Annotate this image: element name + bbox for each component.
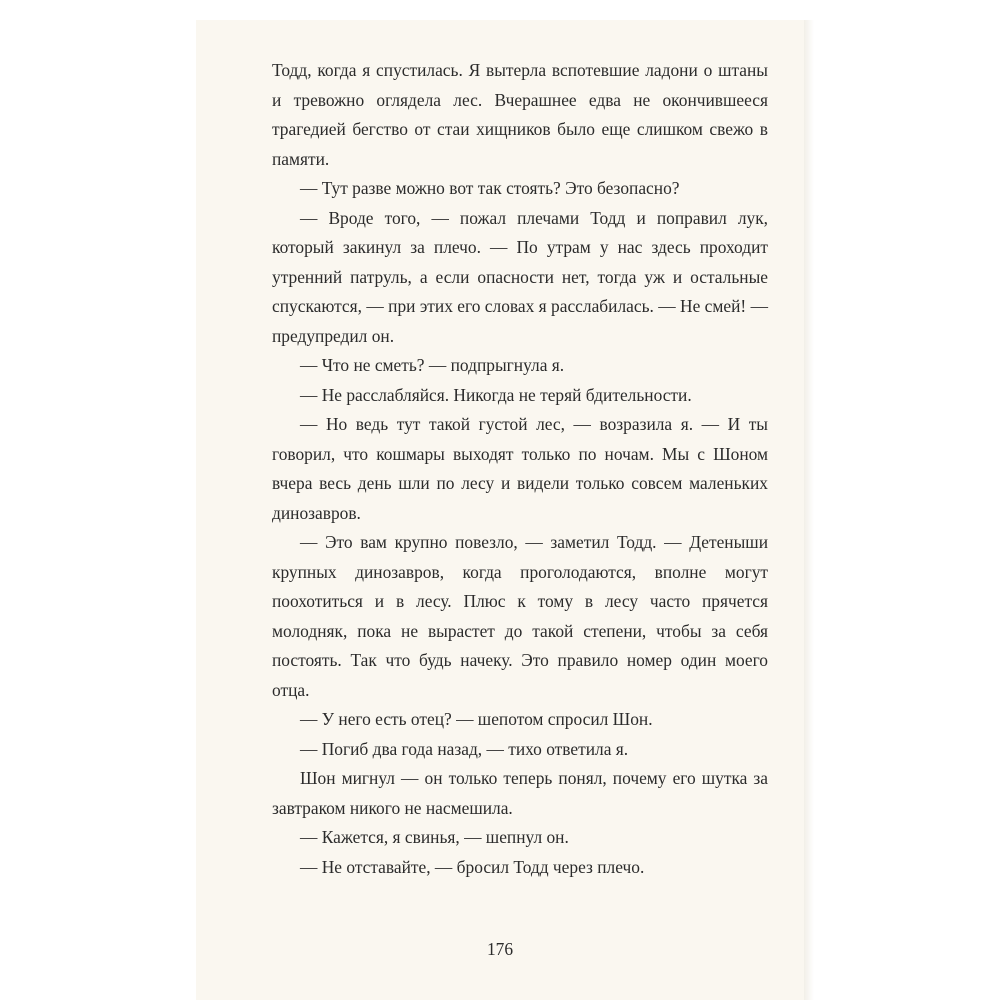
- paragraph: — Что не сметь? — подпрыгнула я.: [300, 355, 565, 375]
- paragraph: — Не расслабляйся. Никогда не теряй бдительности.: [300, 384, 692, 405]
- body-text: [272, 56, 768, 882]
- paragraph: — Вроде того, — пожал плечами Тодд и поправил лук, который закинул за плечо. — По утрам у нас здесь проходит утренний патруль, а если опасности нет, тогда уж и остальные спускаются, — при этих его словах я расслабилась. — Не смей! — предупредил он.: [272, 207, 768, 346]
- paragraph: Тодд, когда я спустилась. Я вытерла вспотевшие ладони о штаны и тревожно оглядела лес. Вчерашнее едва не окончившееся трагедией бегство от стаи хищников было еще слишком свежо в памяти.: [272, 60, 768, 169]
- page-number: 176: [486, 939, 514, 959]
- paragraph: — Кажется, я свинья, — шепнул он.: [300, 827, 569, 847]
- paragraph: — У него есть отец? — шепотом спросил Шон.: [300, 709, 653, 729]
- paragraph: — Не отставайте, — бросил Тодд через плечо.: [300, 856, 645, 877]
- paragraph: — Погиб два года назад, — тихо ответила я.: [300, 738, 629, 759]
- paragraph: — Тут разве можно вот так стоять? Это безопасно?: [300, 178, 680, 198]
- paragraph: Шон мигнул — он только теперь понял, почему его шутка за завтраком никого не насмешила.: [272, 768, 768, 818]
- paragraph: — Но ведь тут такой густой лес, — возразила я. — И ты говорил, что кошмары выходят только по ночам. Мы с Шоном вчера весь день шли по лесу и видели только совсем маленьких динозавров.: [272, 414, 768, 523]
- paragraph: — Это вам крупно повезло, — заметил Тодд. — Детеныши крупных динозавров, когда проголодаются, вполне могут поохотиться и в лесу. Плюс к тому в лесу часто прячется молодняк, пока не вырастет до такой степени, чтобы за себя постоять. Так что будь начеку. Это правило номер один моего отца.: [272, 532, 768, 700]
